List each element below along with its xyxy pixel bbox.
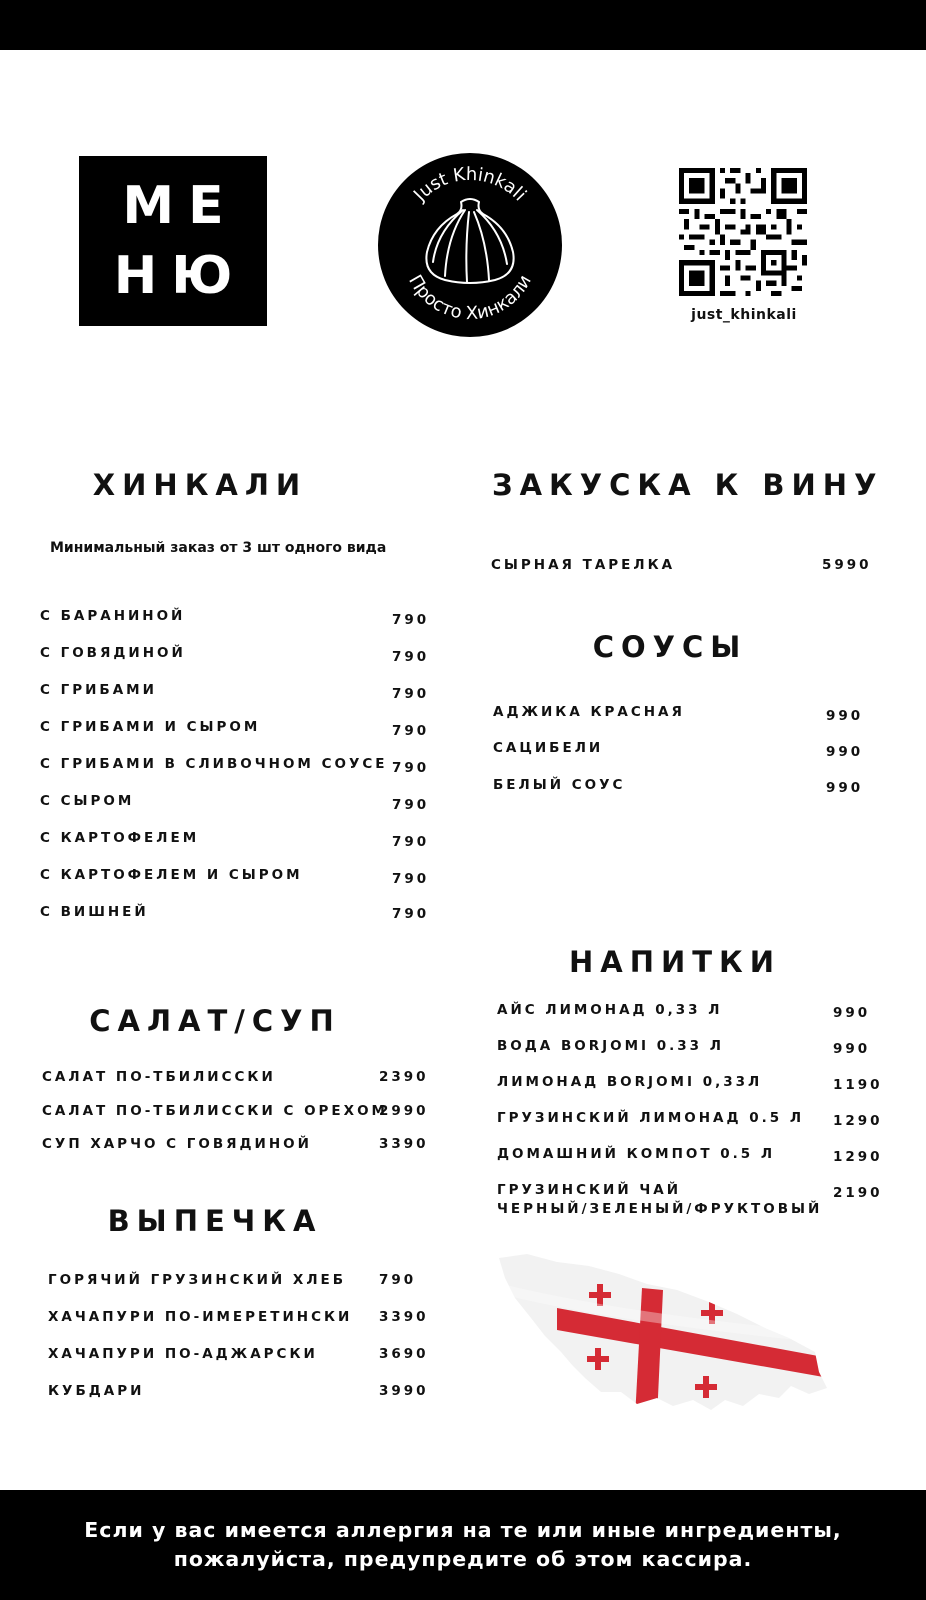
logo-text-top: Just Khinkali — [409, 163, 531, 206]
menu-item-name: С ВИШНЕЙ — [40, 904, 149, 920]
menu-item-name: С ГРИБАМИ — [40, 682, 157, 698]
menu-item-price: 1290 — [833, 1113, 883, 1129]
minimum-order-note: Минимальный заказ от 3 шт одного вида — [50, 540, 387, 556]
menu-item-price: 5990 — [822, 557, 872, 573]
menu-item-name: ХАЧАПУРИ ПО-АДЖАРСКИ — [48, 1346, 318, 1362]
menu-item-price: 2990 — [379, 1103, 429, 1119]
section-title-khinkali: ХИНКАЛИ — [92, 468, 308, 502]
menu-item-price: 3390 — [379, 1309, 429, 1325]
menu-title-line-1: МЕ — [122, 176, 238, 236]
instagram-handle: just_khinkali — [691, 307, 797, 323]
menu-item-name: С СЫРОМ — [40, 793, 135, 809]
qr-code[interactable] — [679, 168, 807, 296]
section-title-salad-soup: САЛАТ/СУП — [89, 1004, 341, 1038]
section-title-drinks: НАПИТКИ — [568, 945, 781, 979]
menu-item-price: 3990 — [379, 1383, 429, 1399]
menu-item-price: 790 — [392, 797, 430, 813]
menu-item-price: 2190 — [833, 1185, 883, 1201]
menu-item-price: 790 — [392, 723, 430, 739]
menu-item-name: СУП ХАРЧО С ГОВЯДИНОЙ — [42, 1136, 312, 1152]
menu-item-price: 990 — [833, 1005, 871, 1021]
menu-item-name: СЫРНАЯ ТАРЕЛКА — [491, 557, 676, 573]
menu-item-price: 790 — [379, 1272, 417, 1288]
menu-item-price: 1190 — [833, 1077, 883, 1093]
section-title-bakery: ВЫПЕЧКА — [107, 1204, 323, 1238]
section-title-sauces: СОУСЫ — [592, 630, 748, 664]
menu-item-name: БЕЛЫЙ СОУС — [493, 777, 626, 793]
menu-item-price: 790 — [392, 686, 430, 702]
menu-item-price: 790 — [392, 834, 430, 850]
allergy-notice-line-1: Если у вас имеется аллергия на те или иные ингредиенты, — [84, 1518, 842, 1542]
section-title-wine-snack: ЗАКУСКА К ВИНУ — [492, 468, 884, 502]
georgia-flag-map — [497, 1248, 829, 1418]
menu-item-name: С КАРТОФЕЛЕМ И СЫРОМ — [40, 867, 303, 883]
allergy-notice-line-2: пожалуйста, предупредите об этом кассира. — [173, 1547, 753, 1571]
menu-item-name: ГОРЯЧИЙ ГРУЗИНСКИЙ ХЛЕБ — [48, 1272, 347, 1288]
menu-item-name: ВОДА BORJOMI 0.33 Л — [497, 1038, 724, 1054]
menu-item-name: С ГОВЯДИНОЙ — [40, 645, 186, 661]
menu-item-name: САЦИБЕЛИ — [493, 740, 604, 756]
menu-item-price: 790 — [392, 612, 430, 628]
top-bar — [0, 0, 926, 50]
menu-item-price: 790 — [392, 760, 430, 776]
menu-item-name: ГРУЗИНСКИЙ ЛИМОНАД 0.5 Л — [497, 1110, 805, 1126]
menu-item-price: 2390 — [379, 1069, 429, 1085]
menu-title-line-2: НЮ — [113, 246, 247, 306]
menu-item-price: 790 — [392, 906, 430, 922]
menu-item-name: САЛАТ ПО-ТБИЛИССКИ — [42, 1069, 276, 1085]
menu-item-price: 3690 — [379, 1346, 429, 1362]
menu-item-price: 990 — [826, 780, 864, 796]
menu-item-name-line-2: ЧЕРНЫЙ/ЗЕЛЕНЫЙ/ФРУКТОВЫЙ — [497, 1201, 823, 1217]
menu-item-name: С ГРИБАМИ И СЫРОМ — [40, 719, 261, 735]
menu-item-name: ГРУЗИНСКИЙ ЧАЙ — [497, 1182, 681, 1198]
menu-item-name: САЛАТ ПО-ТБИЛИССКИ С ОРЕХОМ — [42, 1103, 388, 1119]
menu-item-name: ХАЧАПУРИ ПО-ИМЕРЕТИНСКИ — [48, 1309, 353, 1325]
menu-title-block — [79, 156, 267, 326]
menu-item-price: 990 — [833, 1041, 871, 1057]
menu-item-price: 990 — [826, 744, 864, 760]
menu-item-name: АДЖИКА КРАСНАЯ — [493, 704, 685, 720]
restaurant-logo — [377, 152, 563, 338]
allergy-footer — [0, 1490, 926, 1600]
menu-item-name: АЙС ЛИМОНАД 0,33 Л — [497, 1002, 723, 1018]
menu-item-name: С БАРАНИНОЙ — [40, 608, 186, 624]
menu-item-price: 1290 — [833, 1149, 883, 1165]
menu-item-price: 990 — [826, 708, 864, 724]
menu-item-name: С КАРТОФЕЛЕМ — [40, 830, 200, 846]
menu-item-name: КУБДАРИ — [48, 1383, 145, 1399]
menu-item-price: 790 — [392, 871, 430, 887]
menu-item-price: 3390 — [379, 1136, 429, 1152]
menu-item-name: ДОМАШНИЙ КОМПОТ 0.5 Л — [497, 1146, 776, 1162]
menu-item-price: 790 — [392, 649, 430, 665]
logo-text-bottom: Просто Хинкали — [404, 271, 536, 325]
menu-item-name: ЛИМОНАД BORJOMI 0,33Л — [497, 1074, 763, 1090]
menu-item-name: С ГРИБАМИ В СЛИВОЧНОМ СОУСЕ — [40, 756, 388, 772]
